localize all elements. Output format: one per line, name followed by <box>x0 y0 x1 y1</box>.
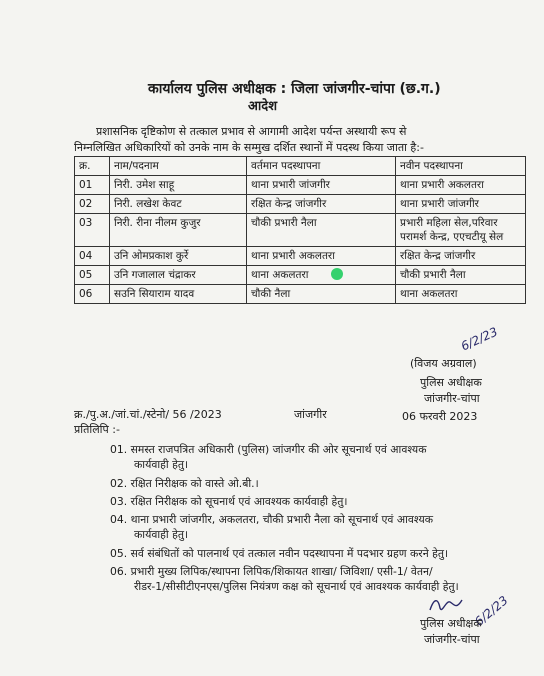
copy-to-label: प्रतिलिपि :- <box>74 423 120 436</box>
order-heading: आदेश <box>248 99 278 114</box>
handwritten-date-2: 6/2/23 <box>472 593 511 629</box>
cell-new: थाना प्रभारी जांजगीर <box>396 195 526 214</box>
intro-line-1: प्रशासनिक दृष्टिकोण से तत्काल प्रभाव से आगामी आदेश पर्यन्त अस्थायी रूप से <box>96 125 407 138</box>
cell-new: थाना अकलतरा <box>396 285 526 304</box>
cell-serial: 02 <box>75 195 110 214</box>
cell-current: थाना अकलतरा <box>247 266 396 285</box>
copy-item <box>110 513 433 527</box>
copy-item-text: समस्त राजपत्रित अधिकारी (पुलिस) जांजगीर की ओर सूचनार्थ एवं आवश्यक <box>130 443 427 456</box>
signatory-name: (विजय अग्रवाल) <box>410 357 477 370</box>
cell-current: चौकी नैला <box>247 285 396 304</box>
copy-item-number: 06. <box>110 565 128 578</box>
cell-name: निरी. लखेश केवट <box>110 195 247 214</box>
cell-serial: 01 <box>75 176 110 195</box>
signatory-designation: पुलिस अधीक्षक <box>420 376 482 389</box>
cell-new: प्रभारी महिला सेल,परिवार परामर्श केन्द्र, एएचटीयू सेल <box>396 214 526 247</box>
copy-item-number: 04. <box>110 513 128 526</box>
cell-serial: 05 <box>75 266 110 285</box>
cell-name: उनि गजालाल चंद्राकर <box>110 266 247 285</box>
copy-item-number: 02. <box>110 477 128 490</box>
cell-name: सउनि सियाराम यादव <box>110 285 247 304</box>
cell-current: थाना प्रभारी जांजगीर <box>247 176 396 195</box>
cell-current: रक्षित केन्द्र जांजगीर <box>247 195 396 214</box>
cell-name: उनि ओमप्रकाश कुर्रे <box>110 247 247 266</box>
table-row <box>75 247 526 266</box>
cell-serial: 04 <box>75 247 110 266</box>
table-row <box>75 195 526 214</box>
copy-item-continuation: कार्यवाही हेतु। <box>134 528 189 541</box>
intro-line-2: निम्नलिखित अधिकारियों को उनके नाम के सम्मुख दर्शित स्थानों में पदस्थ किया जाता है:- <box>74 141 424 154</box>
reference-place: जांजगीर <box>294 408 327 421</box>
signatory-district-2: जांजगीर-चांपा <box>424 633 480 646</box>
copy-item-text: थाना प्रभारी जांजगीर, अकलतरा, चौकी प्रभारी नैला को सूचनार्थ एवं आवश्यक <box>130 513 434 526</box>
copy-item-number: 03. <box>110 495 128 508</box>
copy-item-text: प्रभारी मुख्य लिपिक/स्थापना लिपिक/शिकायत शाखा/ जिविशा/ एसी-1/ वेतन/ <box>130 565 433 578</box>
cell-name: निरी. रीना नीलम कुजुर <box>110 214 247 247</box>
copy-item-continuation: कार्यवाही हेतु। <box>134 458 189 471</box>
handwritten-date-1: 6/2/23 <box>458 324 500 354</box>
copy-item-number: 05. <box>110 547 128 560</box>
copy-item <box>110 495 348 509</box>
copy-item <box>110 443 427 457</box>
copy-item-text: रक्षित निरीक्षक को सूचनार्थ एवं आवश्यक कार्यवाही हेतु। <box>130 495 348 508</box>
office-title: कार्यालय पुलिस अधीक्षक : जिला जांजगीर-चांपा (छ.ग.) <box>148 81 441 97</box>
col-header-name: नाम/पदनाम <box>110 157 247 176</box>
reference-number: क्र./पु.अ./जां.चां./स्टेनो/ 56 /2023 <box>74 408 222 421</box>
cell-serial: 06 <box>75 285 110 304</box>
cell-current: चौकी प्रभारी नैला <box>247 214 396 247</box>
table-row <box>75 266 526 285</box>
col-header-serial: क्र. <box>75 157 110 176</box>
posting-table <box>74 156 526 304</box>
order-date: 06 फरवरी 2023 <box>402 410 478 423</box>
copy-item <box>110 477 259 491</box>
cell-serial: 03 <box>75 214 110 247</box>
cell-current: थाना प्रभारी अकलतरा <box>247 247 396 266</box>
copy-item-text: सर्व संबंधितों को पालनार्थ एवं तत्काल नवीन पदस्थापना में पदभार ग्रहण करने हेतु। <box>130 547 449 560</box>
table-row <box>75 176 526 195</box>
col-header-new-posting: नवीन पदस्थापना <box>396 157 526 176</box>
table-row <box>75 214 526 247</box>
table-row <box>75 285 526 304</box>
signature-scribble <box>426 594 466 616</box>
signatory-designation-2: पुलिस अधीक्षक <box>420 617 482 630</box>
green-marker-dot <box>331 268 343 280</box>
copy-item-number: 01. <box>110 443 128 456</box>
copy-item <box>110 547 448 561</box>
cell-new: रक्षित केन्द्र जांजगीर <box>396 247 526 266</box>
col-header-current-posting: वर्तमान पदस्थापना <box>247 157 396 176</box>
table-header-row <box>75 157 526 176</box>
copy-item <box>110 565 433 579</box>
copy-item-text: रक्षित निरीक्षक को वास्ते ओ.बी.। <box>130 477 259 490</box>
cell-new: थाना प्रभारी अकलतरा <box>396 176 526 195</box>
copy-item-continuation: रीडर-1/सीसीटीएनएस/पुलिस नियंत्रण कक्ष को सूचनार्थ एवं आवश्यक कार्यवाही हेतु। <box>134 580 459 593</box>
cell-new: चौकी प्रभारी नैला <box>396 266 526 285</box>
signatory-district: जांजगीर-चांपा <box>424 392 480 405</box>
cell-name: निरी. उमेश साहू <box>110 176 247 195</box>
